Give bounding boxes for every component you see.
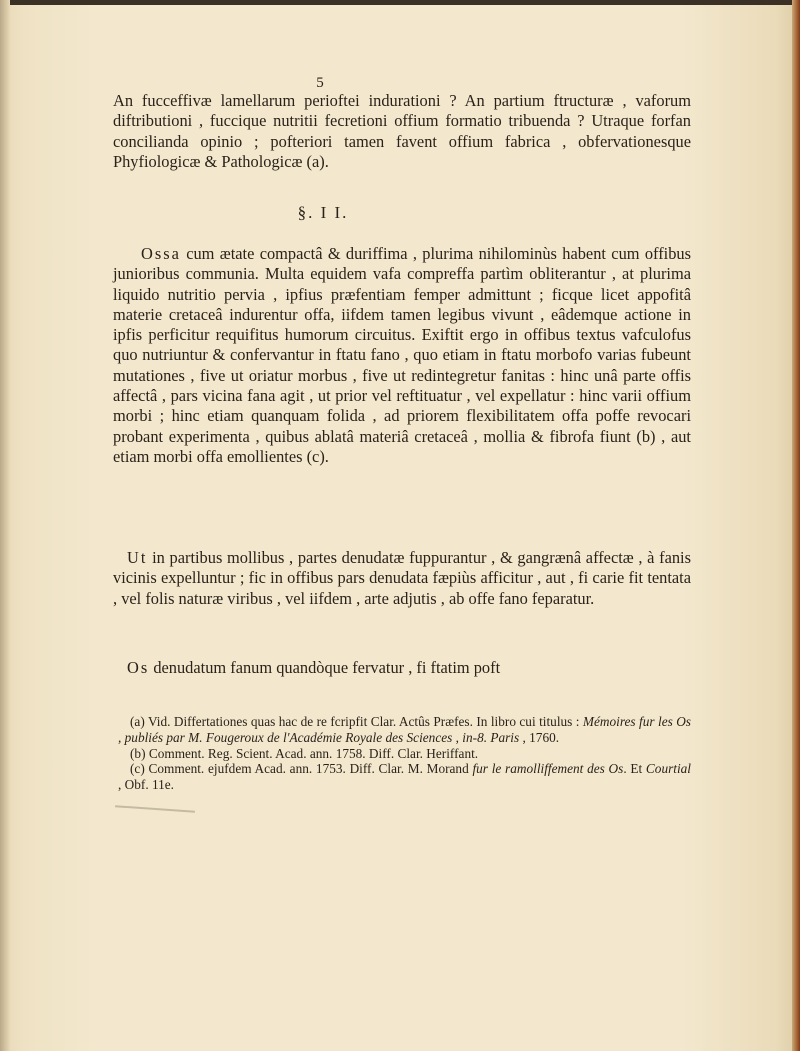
paragraph-lead-word: Ut xyxy=(127,548,148,567)
footnote-italic-author: Courtial xyxy=(645,761,691,777)
paragraph-ut xyxy=(113,548,691,609)
footnote-text: (b) Comment. Reg. Scient. Acad. ann. 1758. Diff. Clar. Heriffant. xyxy=(130,745,479,761)
footnote-text: , Obf. 11e. xyxy=(118,777,175,793)
paragraph-lead-word: Ossa xyxy=(141,244,181,263)
paragraph-continued: An fucceffivæ lamellarum perioftei indurationi ? An partium ftructuræ , vaforum diftributioni , fuccique nutritii fecretioni offium formatio tribuenda ? Utraque forfan concilianda opinio ; pofteriori tamen favent offium fabrica , obfervationesque Phyfiologicæ & Pathologicæ (a). xyxy=(113,91,691,171)
paragraph-ossa xyxy=(113,244,691,467)
footnote-italic-title: Mémoires fur les Os , publiés par M. Fougeroux de l'Académie Royale des Sciences xyxy=(118,714,691,745)
paragraph-os xyxy=(113,658,691,678)
paragraph-body: in partibus mollibus , partes denudatæ fuppurantur , & gangrænâ affectæ , à fanis vicinis expelluntur ; fic in offibus pars denudata fæpiùs afficitur , aut , fi carie fit tentata , vel folis naturæ viribus , vel iifdem , arte adjutis , ab offe fano feparatur. xyxy=(113,548,691,608)
footnote-text: . Et xyxy=(623,761,646,777)
footnote-text: , 1760. xyxy=(519,729,560,745)
paragraph-lead-word: Os xyxy=(127,658,150,677)
footnote-c xyxy=(118,761,691,793)
footnote-italic-title: fur le ramolliffement des Os xyxy=(472,761,624,777)
page-number: 5 xyxy=(316,75,324,91)
paragraph-body: denudatum fanum quandòque fervatur , fi ftatim poft xyxy=(149,658,501,677)
footnote-text: (c) Comment. ejufdem Acad. ann. 1753. Diff. Clar. M. Morand xyxy=(130,761,473,777)
ink-smudge xyxy=(115,805,195,813)
section-heading: §. I I. xyxy=(297,203,349,222)
footnote-b xyxy=(118,746,691,762)
page-top-edge xyxy=(0,0,800,5)
footnotes xyxy=(118,714,691,793)
footnote-text: , xyxy=(452,729,463,745)
footnote-a xyxy=(118,714,691,746)
footnote-italic-place: in-8. Paris xyxy=(462,729,520,745)
paragraph-body: cum ætate compactâ & duriffima , plurima nihilominùs habent cum offibus junioribus communia. Multa equidem vafa compreffa partìm obliterantur , at plurima liquido nutritio pervia , ipfius præfentiam femper admittunt ; ficque licet appofitâ materie cretaceâ indurentur offa, iifdem tamen legibus vivunt , eâdemque actione in ipfis perficitur requifitus humorum circuitus. Exiftit ergo in offibus textus vafculofus quo nutriuntur & confervantur in ftatu fano , quo etiam in ftatu morbofo varias fubeunt mutationes , five ut oriatur morbus , five ut redintegretur fanitas : hinc unâ parte offis affectâ , pars vicina fana agit , ut prior vel reftituatur , vel expellatur : hinc varii offium morbi ; hinc etiam quanquam folida , ad priorem flexibilitatem offa poffe revocari probant experimenta , quibus ablatâ materiâ cretaceâ , mollia & fibrofa fiunt (b) , aut etiam morbi offa emollientes (c). xyxy=(113,244,691,466)
footnote-text: (a) Vid. Differtationes quas hac de re fcripfit Clar. Actûs Præfes. In libro cui titulus : xyxy=(130,714,583,729)
page-right-edge xyxy=(792,0,800,1051)
page-binding-edge xyxy=(0,0,10,1051)
